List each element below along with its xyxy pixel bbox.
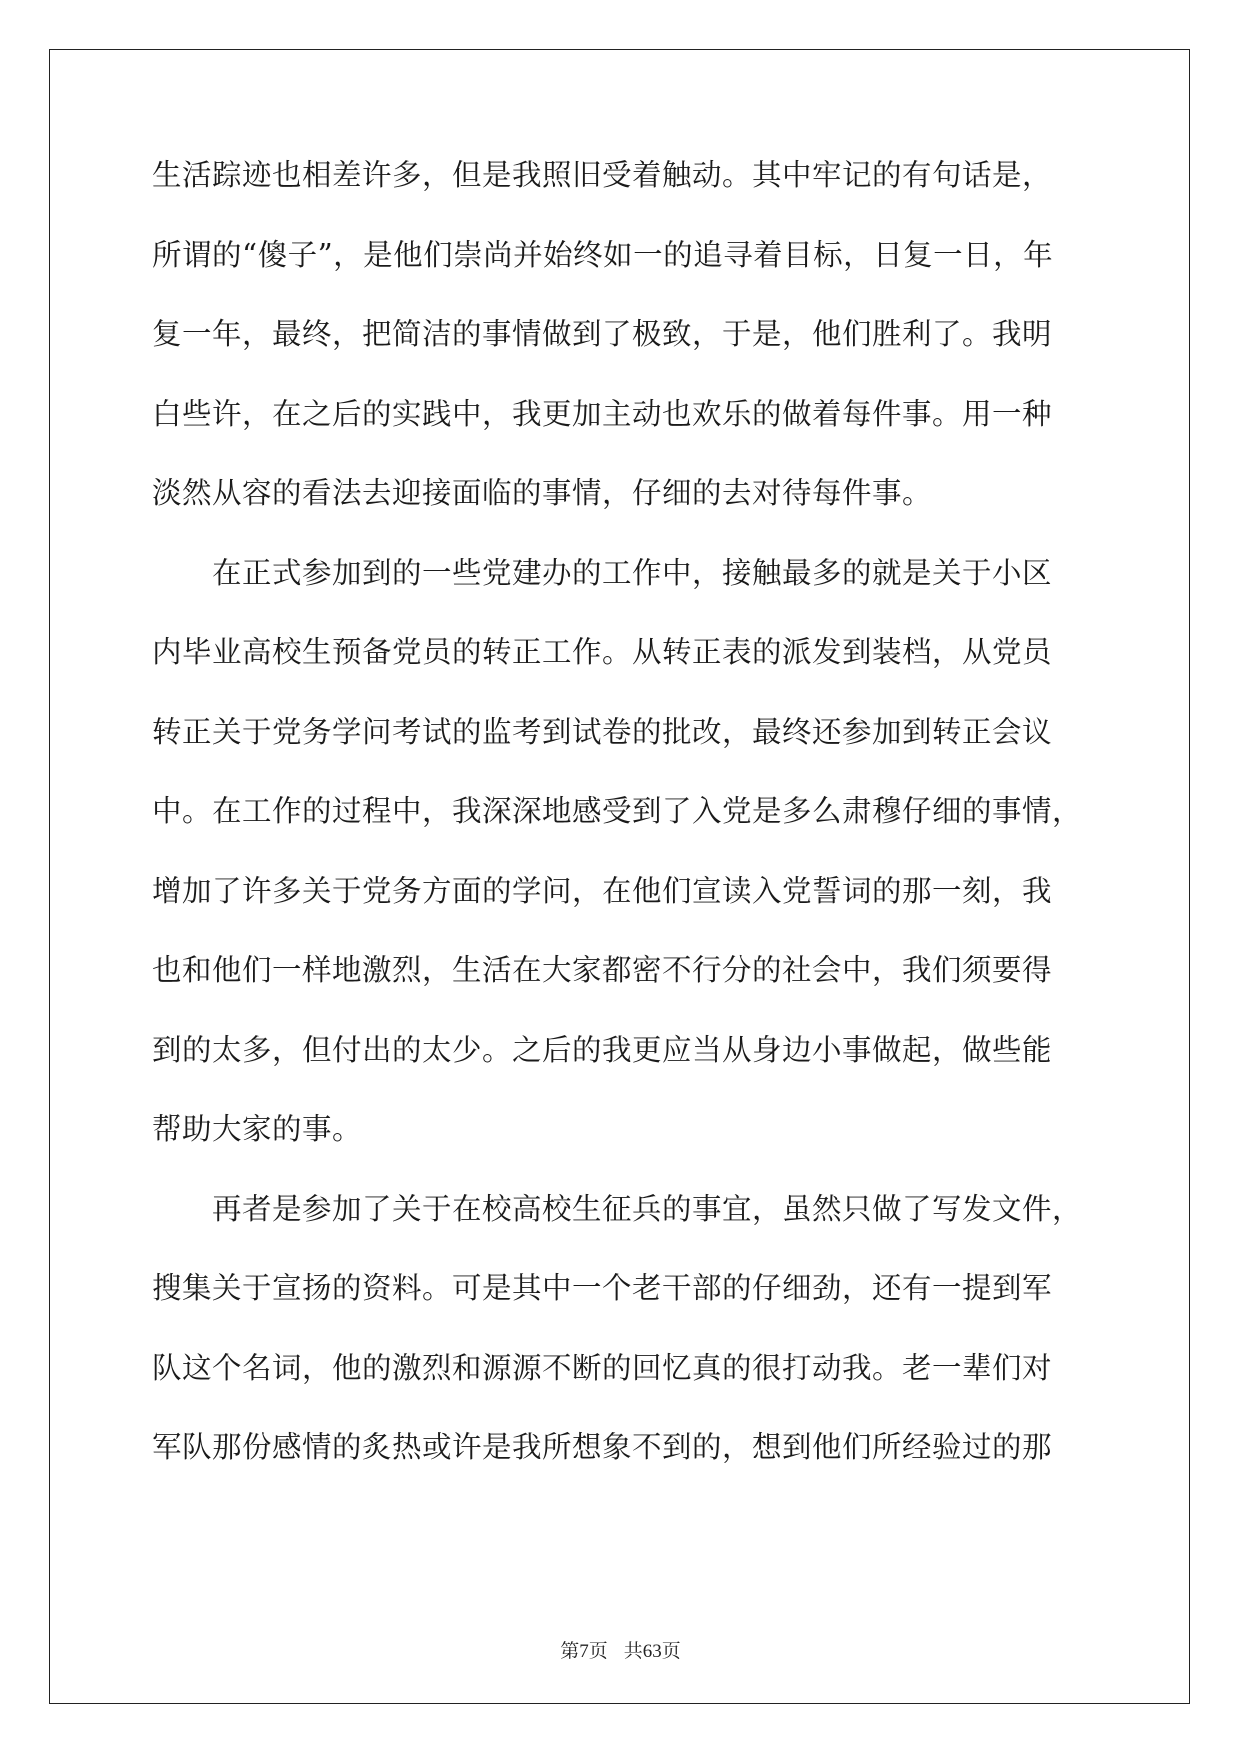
total-pages: 共63页 xyxy=(623,1641,681,1662)
text-line: 中。在工作的过程中，我深深地感受到了入党是多么肃穆仔细的事情， xyxy=(152,794,1083,828)
text-line: 军队那份感情的炙热或许是我所想象不到的，想到他们所经验过的那 xyxy=(152,1430,1053,1464)
text-line: 增加了许多关于党务方面的学问，在他们宣读入党誓词的那一刻，我 xyxy=(152,873,1053,908)
text-line: 所谓的“傻子”，是他们崇尚并始终如一的追寻着目标，日复一日，年 xyxy=(152,237,1054,272)
text-line: 到的太多，但付出的太少。之后的我更应当从身边小事做起，做些能 xyxy=(152,1032,1053,1067)
text-line: 也和他们一样地激烈，生活在大家都密不行分的社会中，我们须要得 xyxy=(152,953,1053,987)
text-line: 淡然从容的看法去迎接面临的事情，仔细的去对待每件事。 xyxy=(152,476,933,510)
paragraph-start-line: 再者是参加了关于在校高校生征兵的事宜，虽然只做了写发文件， xyxy=(212,1191,1083,1226)
text-line: 搜集关于宣扬的资料。可是其中一个老干部的仔细劲，还有一提到军 xyxy=(152,1271,1053,1305)
text-line: 帮助大家的事。 xyxy=(152,1112,363,1146)
document-body xyxy=(152,160,1092,1512)
text-line: 转正关于党务学问考试的监考到试卷的批改，最终还参加到转正会议 xyxy=(152,714,1053,749)
text-line: 内毕业高校生预备党员的转正工作。从转正表的派发到装档，从党员 xyxy=(152,635,1053,669)
text-line: 复一年，最终，把简洁的事情做到了极致，于是，他们胜利了。我明 xyxy=(152,317,1053,351)
paragraph-start-line: 在正式参加到的一些党建办的工作中，接触最多的就是关于小区 xyxy=(212,555,1053,590)
text-line: 队这个名词，他的激烈和源源不断的回忆真的很打动我。老一辈们对 xyxy=(152,1350,1053,1385)
current-page-number: 第7页 xyxy=(560,1641,608,1662)
page-footer xyxy=(0,1636,1241,1663)
text-line: 生活踪迹也相差许多，但是我照旧受着触动。其中牢记的有句话是， xyxy=(152,158,1053,192)
text-line: 白些许，在之后的实践中，我更加主动也欢乐的做着每件事。用一种 xyxy=(152,396,1053,431)
